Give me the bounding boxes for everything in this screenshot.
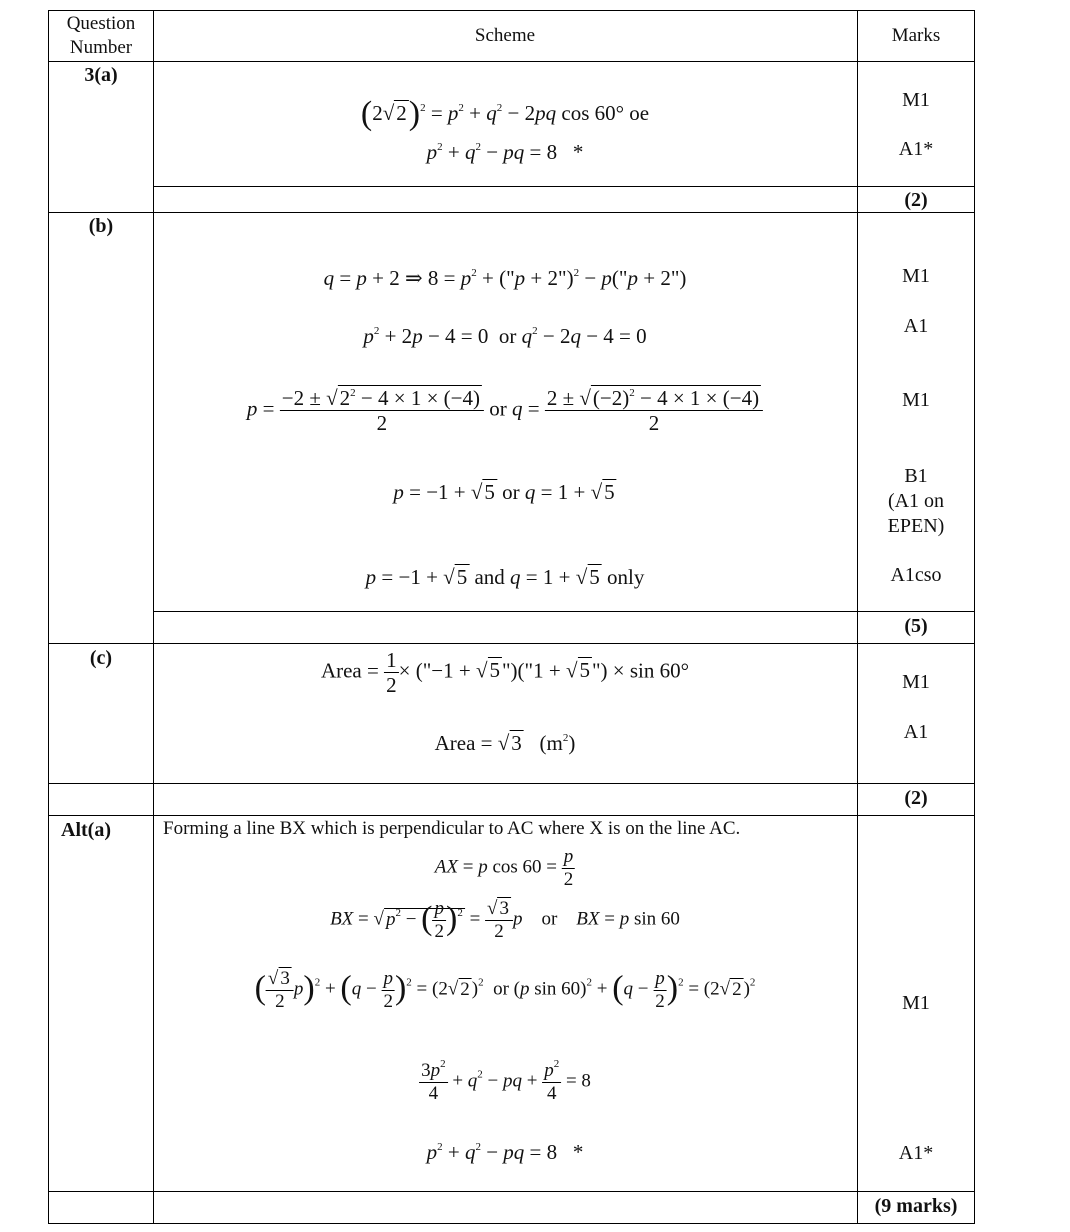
table-border-left [48, 10, 49, 1224]
row-divider-b [48, 212, 975, 213]
total-b: (5) [904, 615, 928, 637]
equation-result-a: $p^2 + q^2$ − pq = 8 * [426, 140, 584, 164]
equation-expanded: $\frac{3p^2}{4}$ + $q^2$ − pq + $\frac{p^2}{4}$ = 8 [421, 1058, 591, 1104]
question-label-alt-a: Alt(a) [61, 819, 111, 841]
equation-pythagoras: ( $\frac{√ 3}{2}$ p)$^2$ + (q − $\frac{p}{2}$ )$^2$ = (2√ 2 )$^2$ or (p sin 60)$^2$ + (q − $\frac{p}{2}$ )$^2$ = (2√ 2 )$^2$ [254, 968, 756, 1012]
mark-b-2: A1 [903, 315, 929, 337]
mark-b-1: M1 [902, 265, 930, 287]
header-divider [48, 61, 975, 62]
equation-quadratic: $p^2 + 2p - 4 = 0$ or $q^2 - 2q - 4 = 0$ [363, 324, 647, 348]
equation-final-roots: p = −1 + √5 and q = 1 + √5 only [365, 565, 645, 589]
column-divider-question [153, 10, 154, 1224]
equation-area: Area = $\frac{1}{2}$ × ("−1 + √5")("1 + √5") × sin 60° [320, 648, 690, 698]
mark-b-3: M1 [902, 389, 930, 411]
equation-cosine-rule: $(2√2)^2 = p^2 + q^2 - 2pq$ cos 60° oe [360, 95, 650, 132]
mark-b-5: A1cso [890, 564, 942, 586]
total-line-a [153, 186, 975, 187]
mark-c-2: A1 [903, 721, 929, 743]
mark-a-2: A1* [898, 138, 934, 160]
mark-alt-2: A1* [898, 1142, 934, 1164]
equation-result-alt: $p^2 + q^2$ − pq = 8 * [426, 1140, 584, 1164]
table-border-right [974, 10, 975, 1224]
question-label-3a: 3(a) [84, 64, 118, 86]
equation-bx: BX = √ $p^2$ − ( $\frac{p}{2}$ )$^2$ = $\frac{√ 3}{2}$ p or BX = p sin 60 [330, 898, 680, 942]
question-label-c: (c) [89, 647, 113, 669]
mark-alt-1: M1 [902, 992, 930, 1014]
question-label-b: (b) [88, 215, 114, 237]
table-border-bottom [48, 1223, 975, 1224]
equation-roots: p = −1 + √5 or q = 1 + √5 [393, 480, 615, 504]
header-scheme: Scheme [474, 25, 536, 46]
table-border-top [48, 10, 975, 11]
equation-quadratic-formula: p = $\frac{-2 \pm √2^2 - 4 \times 1 \times (-4)}{2}$ or q = $\frac{2 \pm √(-2)^2 - 4 \times 1 \times (-4)}{2}$ [247, 386, 763, 435]
alt-a-intro: Forming a line BX which is perpendicular to AC where X is on the line AC. [163, 818, 741, 839]
total-alt: (9 marks) [874, 1195, 958, 1217]
total-line-c [48, 783, 975, 784]
header-marks: Marks [891, 25, 941, 46]
mark-c-1: M1 [902, 671, 930, 693]
row-divider-alt [48, 815, 975, 816]
mark-a-1: M1 [902, 89, 930, 111]
header-question-number: Question Number [66, 13, 136, 58]
equation-area-result: Area = √3 $(m^2)$ [434, 731, 576, 755]
equation-substitution: q = p + 2 ⇒ $8 = p^2$ + ("p + 2")$^2$ − p("p + 2") [323, 266, 687, 290]
total-c: (2) [904, 787, 928, 809]
mark-b-4: B1 (A1 on EPEN) [887, 465, 945, 537]
total-line-b [153, 611, 975, 612]
total-line-alt [48, 1191, 975, 1192]
row-divider-c [48, 643, 975, 644]
total-a: (2) [904, 189, 928, 211]
column-divider-marks [857, 10, 858, 1224]
equation-ax: AX = p cos 60 = $\frac{p}{2}$ [434, 846, 574, 890]
